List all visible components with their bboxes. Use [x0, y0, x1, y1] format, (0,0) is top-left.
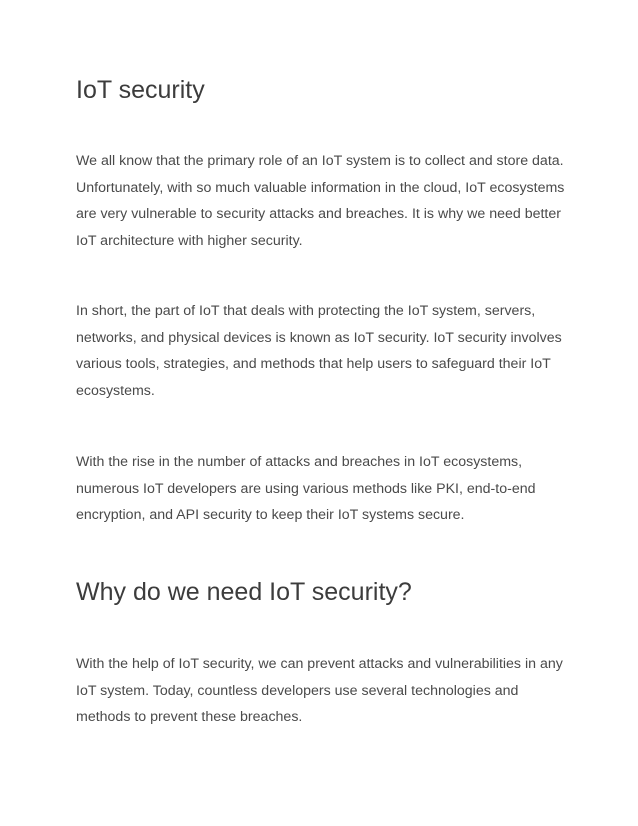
- paragraph-line: encryption, and API security to keep their IoT systems secure.: [76, 507, 465, 523]
- paragraph-line: various tools, strategies, and methods that help users to safeguard their IoT: [76, 356, 551, 372]
- paragraph-intro: [76, 148, 576, 254]
- paragraph-line: numerous IoT developers are using various methods like PKI, end-to-end: [76, 480, 536, 497]
- section-heading-why-iot-security: Why do we need IoT security?: [76, 578, 412, 606]
- paragraph-line: are very vulnerable to security attacks and breaches. It is why we need better: [76, 206, 561, 222]
- paragraph-line: ecosystems.: [76, 382, 155, 399]
- paragraph-definition: [76, 298, 576, 404]
- paragraph-line: IoT system. Today, countless developers use several technologies and: [76, 682, 519, 699]
- paragraph-line: methods to prevent these breaches.: [76, 709, 303, 725]
- paragraph-line: In short, the part of IoT that deals with protecting the IoT system, servers,: [76, 303, 536, 319]
- paragraph-prevention: [76, 651, 576, 731]
- paragraph-methods: [76, 449, 576, 529]
- paragraph-line: networks, and physical devices is known as IoT security. IoT security involves: [76, 329, 562, 346]
- paragraph-line: We all know that the primary role of an IoT system is to collect and store data.: [76, 153, 564, 169]
- paragraph-line: Unfortunately, with so much valuable information in the cloud, IoT ecosystems: [76, 179, 565, 196]
- paragraph-line: With the rise in the number of attacks and breaches in IoT ecosystems,: [76, 454, 523, 470]
- paragraph-line: IoT architecture with higher security.: [76, 232, 303, 249]
- paragraph-line: With the help of IoT security, we can prevent attacks and vulnerabilities in any: [76, 656, 563, 672]
- section-heading-iot-security: IoT security: [76, 76, 205, 104]
